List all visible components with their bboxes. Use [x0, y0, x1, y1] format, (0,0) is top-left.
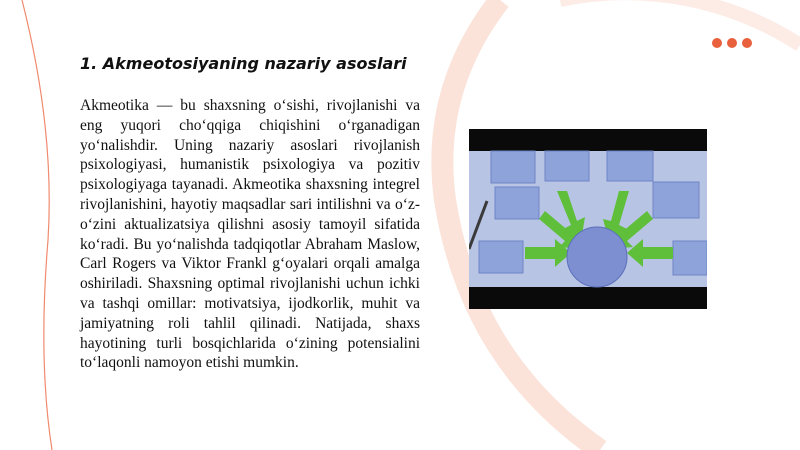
- body-paragraph: Akmeotika — bu shaxsning o‘sishi, rivojlanishi va eng yuqori cho‘qqiga chiqishini o‘rganadigan yo‘nalishdir. Uning nazariy asoslari rivojlanish psixologiyasi, humanistik psixologiya va pozitiv psixologiyaga tayanadi. Akmeotika shaxsning integrel rivojlanishini, hayotiy maqsadlar sari intilishni va o‘z-o‘zini aktualizatsiya qilishni asosiy tamoyil sifatida ko‘radi. Bu yo‘nalishda tadqiqotlar Abraham Maslow, Carl Rogers va Viktor Frankl g‘oyalari orqali amalga oshiriladi. Shaxsning optimal rivojlanishi uchun ichki va tashqi omillar: motivatsiya, ijodkorlik, muhit va jamiyatning roli tahlil qilinadi. Natijada, shaxs hayotining turli bosqichlarida o‘zining potensialini to‘laqonli namoyon etishi mumkin.: [80, 97, 420, 372]
- diagram-illustration: [469, 129, 707, 309]
- diagram-image: [469, 129, 707, 309]
- dot-2: [727, 38, 737, 48]
- dots-decoration-icon: [712, 38, 752, 48]
- dot-3: [742, 38, 752, 48]
- slide-title: 1. Akmeotosiyaning nazariy asoslari: [80, 54, 407, 73]
- dot-1: [712, 38, 722, 48]
